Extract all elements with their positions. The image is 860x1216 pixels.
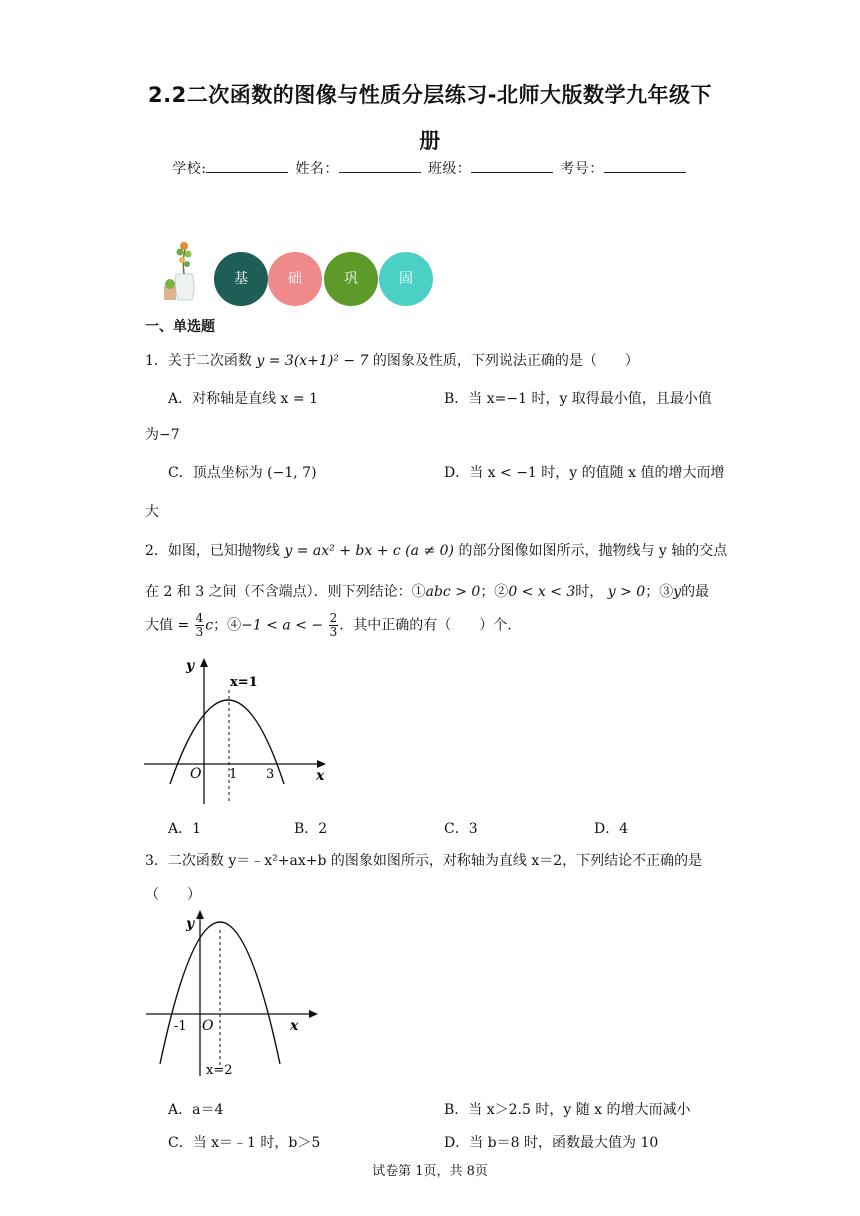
badge-gong <box>324 252 378 306</box>
name-label: 姓名： <box>295 161 339 177</box>
q1-option-d-cont: 大 <box>145 504 159 520</box>
q3-option-d[interactable]: D．当 b＝8 时，函数最大值为 10 <box>444 1135 659 1151</box>
school-label: 学校: <box>172 161 207 177</box>
q2-prefix: 2．如图，已知抛物线 <box>145 543 280 559</box>
q1-option-d[interactable]: D．当 x < −1 时，y 的值随 x 值的增大而增 <box>444 465 725 481</box>
exam-number-blank[interactable] <box>604 160 686 173</box>
q2-option-c[interactable]: C．3 <box>444 821 478 837</box>
q2-l2-d: 0 < x < 3 <box>508 584 576 600</box>
q3-y-label: y <box>186 916 195 932</box>
q2-l2-g: ；③ <box>645 584 674 600</box>
q2-y-arrow-icon <box>200 658 208 667</box>
q1-option-b[interactable]: B．当 x=−1 时，y 取得最小值，且最小值 <box>444 391 712 407</box>
q2-parabola-graph <box>140 652 340 812</box>
q2-l2-c: ；② <box>480 584 509 600</box>
q2-option-b[interactable]: B．2 <box>294 821 328 837</box>
q2-fraction-two-thirds <box>329 612 339 639</box>
q2-l2-i: 的最 <box>681 584 710 600</box>
q3-option-b[interactable]: B．当 x＞2.5 时，y 随 x 的增大而减小 <box>444 1102 691 1118</box>
q2-origin-label: O <box>190 766 202 782</box>
q3-tick-neg1: -1 <box>174 1019 187 1034</box>
q2-y-label: y <box>186 658 195 674</box>
school-blank[interactable] <box>206 160 288 173</box>
potted-plant-icon <box>162 238 202 304</box>
q2-stem-line3 <box>145 612 512 639</box>
q2-formula: y = ax² + bx + c (a ≠ 0) <box>284 543 454 559</box>
name-blank[interactable] <box>339 160 421 173</box>
badge-gong-label: 巩 <box>344 271 358 287</box>
q3-x-arrow-icon <box>309 1010 318 1018</box>
frac1-num: 4 <box>195 611 204 625</box>
frac2-num: 2 <box>329 611 338 625</box>
q1-formula: y = 3(x+1)² − 7 <box>256 353 369 369</box>
q2-x-label: x <box>316 768 325 784</box>
q2-stem-line2 <box>145 581 709 601</box>
q1-option-a[interactable]: A．对称轴是直线 x = 1 <box>168 391 318 407</box>
class-label: 班级： <box>427 161 472 177</box>
section-heading: 一、单选题 <box>145 319 215 335</box>
badge-ji <box>214 252 268 306</box>
q3-stem-line1: 3．二次函数 y＝﹣x²+ax+b 的图象如图所示，对称轴为直线 x＝2，下列结论不正确的是 <box>145 853 703 869</box>
q3-axis-label: x=2 <box>206 1063 233 1078</box>
q2-l2-f: y > 0 <box>607 584 646 600</box>
q2-option-d[interactable]: D．4 <box>594 821 629 837</box>
badge-chu <box>268 252 322 306</box>
q3-y-arrow-icon <box>196 910 204 919</box>
q2-x-arrow-icon <box>317 760 326 768</box>
q3-x-label: x <box>290 1018 299 1034</box>
q2-l3-c: ；④ <box>213 617 242 634</box>
title-line-2: 册 <box>419 129 441 153</box>
q2-l2-h: y <box>673 584 682 600</box>
badge-gu <box>379 252 433 306</box>
class-blank[interactable] <box>471 160 553 173</box>
page-title <box>120 72 740 164</box>
frac1-den: 3 <box>195 625 204 639</box>
q1-prefix: 1．关于二次函数 <box>145 353 252 369</box>
q2-suffix: 的部分图像如图所示，抛物线与 y 轴的交点 <box>458 543 728 559</box>
q2-axis-label: x=1 <box>230 675 258 690</box>
q2-l2-e: 时， <box>575 584 604 600</box>
q2-option-a[interactable]: A．1 <box>168 821 202 837</box>
frac2-den: 3 <box>329 625 338 639</box>
q1-stem <box>145 350 639 370</box>
q2-l3-d: −1 < a < − <box>241 617 324 634</box>
q1-suffix: 的图象及性质，下列说法正确的是（ ） <box>372 353 639 369</box>
title-line-1: 2.2二次函数的图像与性质分层练习-北师大版数学九年级下 <box>148 83 712 107</box>
q2-l3-a: 大值 = <box>145 617 190 634</box>
q3-origin-label: O <box>202 1018 214 1034</box>
q2-l2-a: 在 2 和 3 之间（不含端点）．则下列结论：① <box>145 584 426 600</box>
exam-number-label: 考号： <box>560 161 604 177</box>
q2-tick-3: 3 <box>266 767 275 782</box>
q3-stem-line2: （ ） <box>145 887 201 903</box>
badge-ji-label: 基 <box>234 271 248 287</box>
page-footer: 试卷第 1页，共 8页 <box>372 1164 488 1179</box>
badge-chu-label: 础 <box>288 271 302 287</box>
q1-option-c[interactable]: C．顶点坐标为 (−1, 7) <box>168 465 317 481</box>
q3-option-a[interactable]: A．a＝4 <box>168 1102 224 1118</box>
q2-l2-b: abc > 0 <box>425 584 481 600</box>
q1-option-b-cont: 为−7 <box>145 427 180 443</box>
student-info <box>0 158 860 178</box>
q2-fraction-four-thirds <box>195 612 205 639</box>
q3-parabola-graph <box>140 906 330 1082</box>
q2-l3-e: ．其中正确的有（ ）个. <box>339 617 512 634</box>
q3-option-c[interactable]: C．当 x＝﹣1 时，b＞5 <box>168 1135 321 1151</box>
badge-gu-label: 固 <box>399 271 413 287</box>
q2-tick-1: 1 <box>229 767 238 782</box>
q2-stem-line1 <box>145 540 727 560</box>
q2-l3-b: c <box>205 617 214 634</box>
